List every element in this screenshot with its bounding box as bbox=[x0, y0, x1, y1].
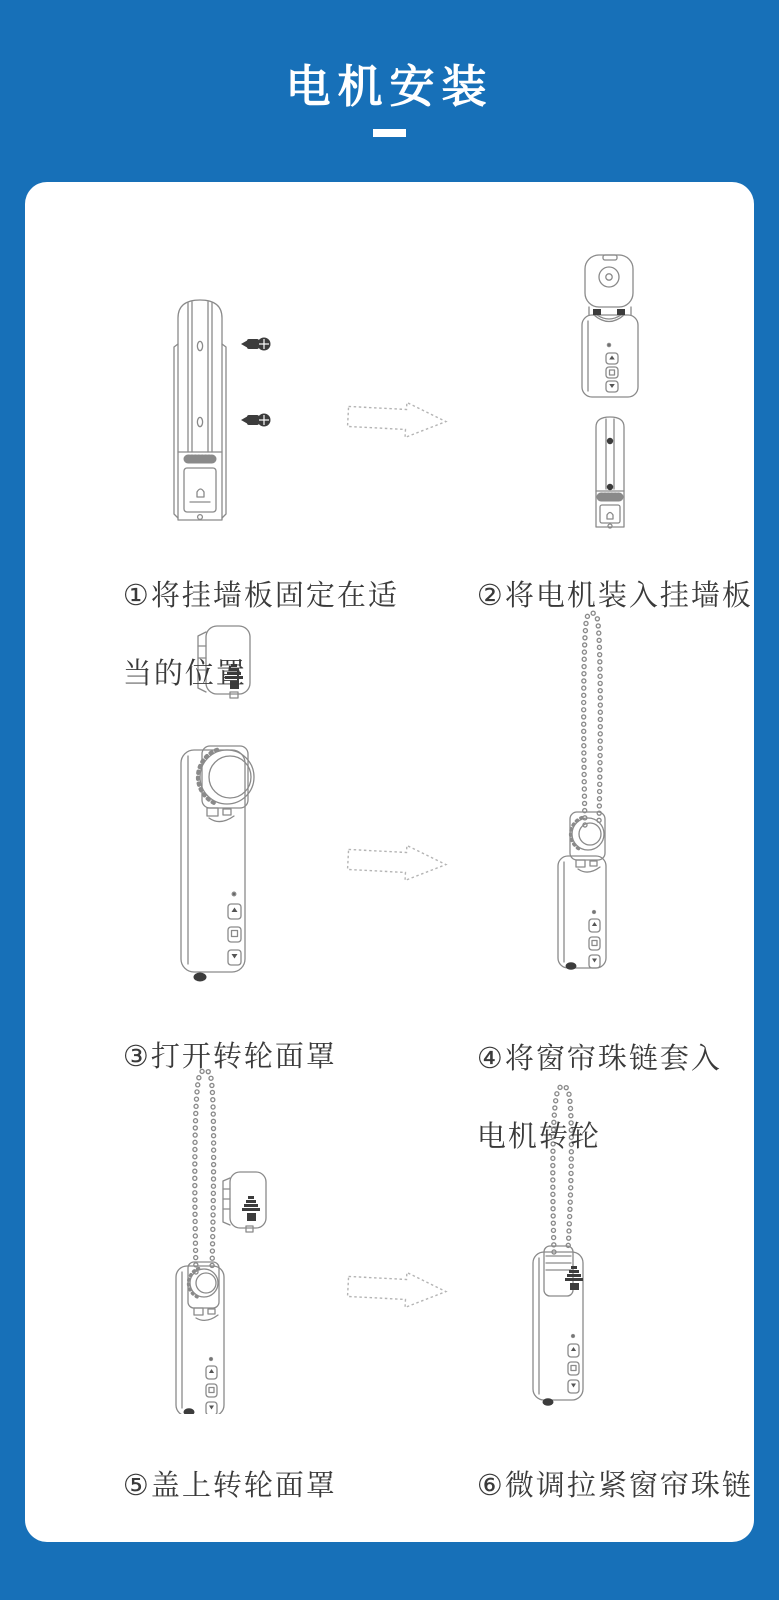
step5-caption-line1: ⑤盖上转轮面罩 bbox=[122, 1468, 337, 1502]
step1-caption-line1: ①将挂墙板固定在适 bbox=[122, 578, 399, 612]
right-arrow-icon bbox=[340, 835, 455, 890]
right-arrow-icon bbox=[340, 392, 455, 447]
step4-caption bbox=[432, 1000, 722, 1195]
step2-caption bbox=[432, 537, 753, 654]
step3-caption-line1: ③打开转轮面罩 bbox=[122, 1039, 337, 1073]
right-arrow-icon bbox=[340, 1262, 455, 1317]
page-title: 电机安装 bbox=[285, 60, 494, 113]
step2-motor-into-plate-illustration bbox=[552, 243, 687, 533]
content-card bbox=[25, 182, 754, 1542]
step3-caption bbox=[78, 998, 337, 1115]
step6-caption bbox=[432, 1427, 753, 1544]
title-underline bbox=[373, 129, 406, 137]
step1-caption-line2: 当的位置 bbox=[122, 656, 247, 690]
step4-caption-line1: ④将窗帘珠链套入 bbox=[476, 1041, 722, 1075]
step1-wall-plate-illustration bbox=[148, 288, 320, 525]
step4-caption-line2: 电机转轮 bbox=[476, 1119, 601, 1153]
step2-caption-line1: ②将电机装入挂墙板 bbox=[476, 578, 753, 612]
step5-caption bbox=[78, 1427, 337, 1544]
step1-caption bbox=[78, 537, 399, 732]
screw-icon bbox=[241, 338, 271, 427]
step6-caption-line1: ⑥微调拉紧窗帘珠链 bbox=[476, 1468, 753, 1502]
cone-adjuster-icon bbox=[242, 1196, 260, 1221]
